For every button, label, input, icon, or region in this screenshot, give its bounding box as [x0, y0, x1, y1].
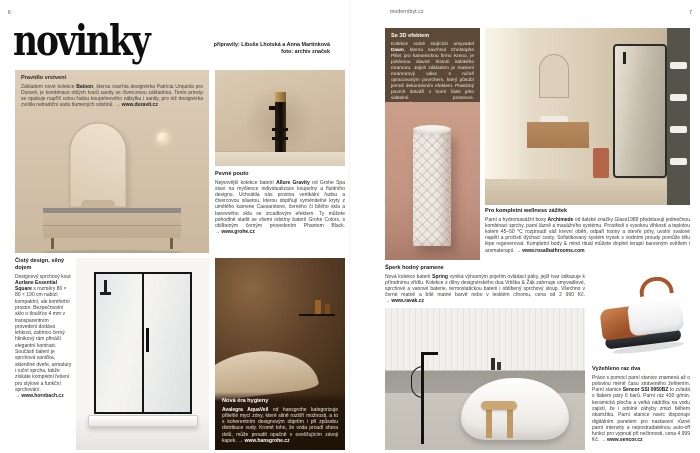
wall-lamp-shape — [157, 132, 169, 144]
wood-vanity-shape — [527, 122, 589, 148]
pedestal-basin-photo — [385, 102, 480, 260]
article-url-link[interactable]: → www.hornbach.cz — [15, 393, 64, 400]
article-body — [391, 42, 474, 108]
shower-cabin-photo — [76, 258, 209, 450]
brand-name: Baloon — [76, 83, 94, 90]
article-url-link[interactable]: → www.duravit.cz — [115, 102, 158, 109]
wellness-shower-photo — [485, 28, 690, 205]
cabinet-leg-shape — [170, 238, 173, 249]
credits-line1: připravily: Libuše Lhotská a Anna Martínková — [213, 42, 330, 48]
faucet-spout-shape — [421, 352, 438, 355]
steam-shower-cabin-shape — [613, 44, 667, 178]
article-layering-text — [21, 75, 203, 108]
steam-iron-photo — [592, 265, 690, 361]
article-body — [222, 407, 338, 444]
page-number-left: 6 — [8, 10, 11, 16]
brand-name: Archimede — [547, 216, 574, 223]
article-hygiene — [215, 258, 345, 450]
shower-cabin-photo-frame — [76, 258, 209, 450]
iron-body-shape — [627, 296, 685, 336]
shower-head-shape — [623, 52, 626, 64]
body-lead: Nejnovější kolekce baterií — [215, 179, 277, 186]
article-heading: Nová éra hygieny — [222, 398, 269, 405]
arch-mirror-shape — [69, 122, 127, 208]
stool-leg-shape — [486, 408, 492, 438]
article-heading: Pevné pouto — [215, 171, 249, 177]
basin-rim-shape — [413, 125, 451, 134]
article-url-link[interactable]: → www.grohe.cz — [215, 229, 255, 236]
body-lead: Základem nové kolekce — [21, 83, 77, 90]
article-body — [592, 375, 690, 444]
gold-accent-shape — [275, 92, 286, 102]
towel-shape — [670, 158, 687, 165]
glass-divider-shape — [142, 274, 144, 412]
brand-name: Dawn — [391, 47, 404, 53]
article-spring — [385, 265, 585, 307]
floor-shadow-shape — [41, 250, 183, 253]
brand-name: Sencor SSI 0950BZ — [622, 387, 669, 394]
shower-head-shape — [104, 280, 107, 293]
bottle-shape — [315, 300, 321, 314]
article-heading: Pravidlo vrstvení — [21, 75, 67, 81]
faucet-photo-frame — [215, 70, 345, 166]
vanity-photo — [15, 70, 209, 253]
article-heading: Pro kompletní wellness zážitek — [485, 208, 568, 214]
hand-shower-hose-shape — [411, 366, 424, 398]
page-title: novinky — [13, 16, 149, 65]
wellness-shower-photo-frame — [485, 28, 690, 205]
article-body — [215, 180, 345, 236]
article-url-link[interactable]: → www.hansgrohe.cz — [238, 437, 290, 444]
shower-tray-shape — [88, 415, 198, 427]
bottle-shape — [325, 304, 330, 314]
body-lead: Nová kolekce baterií — [385, 273, 433, 280]
door-handle-shape — [146, 328, 149, 352]
body-rest: od italské značky Glass1989 představují jedinečnou kombinaci sprchy, parní lázně a masážního systému. Prostředí s vysokou vlhkostí a teplotou kolem 45–50 °C rozproudí váš krevní oběh, odpaří toxiny a otevře póry, uvolní svalové napětí a pročistí dýchací cesty. Sofistikovaný systém trysek s vodními proudy pomůže tělu lépe regenerovat. Kompletní body & mind rituál můžete doplnit terapií barevným světlem i aromaterapií. — [485, 216, 690, 254]
body-lead: Práce s pomocí parní stanice znamená až o polovinu méně času stráveného žehlením. Parní stanice — [592, 374, 690, 394]
page-number-right: 7 — [689, 10, 692, 16]
article-body — [385, 274, 585, 305]
floor-shape — [485, 179, 690, 205]
article-body — [15, 274, 72, 400]
bottle-shape — [497, 362, 501, 370]
body-rest: vyniká výtvarným pojetím ovládací páky, jejíž tvar odkazuje k přírodnímu vřídlu. Kolekce z dílny designérského dua Vrtiška & Žák zahrnuje umyvadlové, sprchové a vanové baterie, termostatickou baterii i oblíbený sprchový sloup. Všechno v černé matné a bílé matné barvě nebo v lesklém chromu, cena od 2 990 Kč. — [385, 273, 585, 299]
article-url-link[interactable]: → www.rosalbathrooms.com — [515, 247, 585, 254]
credits-line2: foto: archiv značek — [281, 49, 330, 55]
article-heading: Čistý design, silný dojem — [15, 258, 65, 271]
pedestal-basin-photo-frame — [385, 102, 480, 260]
cabinet-leg-shape — [51, 238, 54, 249]
bottle-shape — [491, 358, 495, 370]
article-bond — [215, 70, 345, 253]
article-clean-design — [15, 258, 72, 450]
page-fold-divider — [349, 0, 351, 453]
article-heading: Vyžehleno raz dva — [592, 366, 641, 372]
body-lead: Designový sprchový kout — [15, 273, 71, 280]
towel-shape — [670, 62, 687, 69]
mirror-shape — [539, 54, 569, 98]
body-rest: to zvládá s tlakem páry 6 barů. Parní ráz 430 g/min, keramická plocha a velká nádržka na vodu zajistí, že i odolné záhyby zmizí během okamžiku. Parní stanice navíc disponuje digitálním panelem pro nastavení různé parní intenzity a nepostradatelnou auto-off funkcí pro vypnutí při nečinnosti, cena 4 999 Kč. — [592, 387, 691, 444]
article-wellness — [485, 208, 690, 260]
bathtub-photo-frame — [385, 308, 585, 450]
article-body — [21, 84, 203, 109]
vanity-cabinet-shape — [43, 213, 181, 238]
article-url-link[interactable]: → www.ravak.cz — [385, 298, 424, 305]
article-heading: Šperk hodný pramene — [385, 265, 444, 271]
faucet-photo — [215, 70, 345, 166]
shelf-shape — [299, 314, 335, 316]
bathing-photo — [215, 258, 345, 450]
brand-name: Aurlane Essential Square — [15, 279, 57, 293]
faucet-handle-shape — [272, 137, 288, 140]
body-lead: Kolekce volně stojících umyvadel — [391, 41, 474, 47]
article-body — [485, 217, 690, 254]
faucet-spout-shape — [269, 106, 276, 110]
credits — [140, 42, 330, 56]
wooden-stool-shape — [481, 401, 517, 410]
body-rest: od Grohe Spa staví na myšlence individualizace koupelny a fluidního designu. Uchvátila nás prostou vertikální řadou a čtvercovou siluetou, kterou doplňují vyměnitelné kryty z umělého kamene Caesarstone, černého či bílého skla a barevného skla se zrcadlovým efektem. Ty můžete pohodlně sladit se všemi odstíny baterií Grohe Colors, s oblíbeným černým provedením Phantom Black. — [215, 179, 345, 229]
article-url-link[interactable]: → www.sencor.cz — [600, 437, 643, 444]
article-layering — [15, 70, 209, 253]
tile-wall-shape — [385, 308, 585, 370]
steam-station-shape — [596, 276, 685, 350]
steam-iron-photo-frame — [592, 265, 690, 361]
brand-name: Allure Gravity — [276, 179, 310, 186]
body-rest: , kterou navrhnul Christophe Pillet pro kamenickou firmu Kreoo, je poklonou slavné historii italského mramoru. Jejich základem je masivní mramorový válec s ručně opracovaným povrchem, který působí jemně dekorativním efektem. Plastický povrch dotváří v horní části jeho viditelné prezence. — [391, 47, 474, 101]
brand-name: Avalegra AquaVeil — [222, 406, 269, 413]
towel-shape — [670, 94, 687, 101]
article-3d-effect — [385, 28, 480, 102]
site-label[interactable]: modernibyt.cz — [390, 9, 424, 15]
faucet-handle-shape — [272, 128, 288, 131]
body-rest: , kterou navrhla designérka Patricia Urquiola pro Duravit, je kombinace oblých tvarů sanity se čtvercovou základnou. Tento princip se opakuje napříč celou řadou koupelnového nábytku i sanity, pro niž designérka zvolila netradiční sadu tlumených odstínů. — [21, 83, 203, 109]
article-hygiene-text — [215, 392, 345, 450]
article-ironing — [592, 366, 690, 450]
towel-shape — [670, 126, 687, 133]
bathtub-photo — [385, 308, 585, 450]
body-rest: s rozměry 80 × 80 × 190 cm nabízí kompaktní, ale komfortní prostor. Bezpečnostní sklo o tloušťce 4 mm v transparentním provedení dodává lehkost, zatímco černý hliníkový rám přináší elegantní kontrast. Součástí balení je sprchová vanička, skleněné dveře, armatury i ruční sprcha, takže získáte kompletní řešení pro stylové a funkční sprchování. — [15, 286, 72, 393]
iron-handle-shape — [638, 275, 674, 297]
body-rest: od hansgrohe kategorizuje přilehlé mycí zóny, které silně rozšíří možnosti, a to s koherentním designovým objetím i při způsobu distribuce vody. Kromě toho, že voda proudí shora dolů, může proudit opačně v osvěžujícím závoji kapek. — [222, 406, 338, 444]
article-heading: Se 3D efektem — [391, 33, 430, 39]
counter-shape — [215, 151, 345, 166]
article-bond-text — [215, 166, 345, 235]
towel-shelf-shape — [667, 28, 690, 205]
terracotta-stool-shape — [593, 148, 609, 178]
carved-marble-column-shape — [413, 130, 451, 246]
body-lead: Parní a hydromasážní boxy — [485, 216, 548, 223]
brand-name: Spring — [432, 273, 448, 280]
stool-leg-shape — [507, 408, 513, 438]
